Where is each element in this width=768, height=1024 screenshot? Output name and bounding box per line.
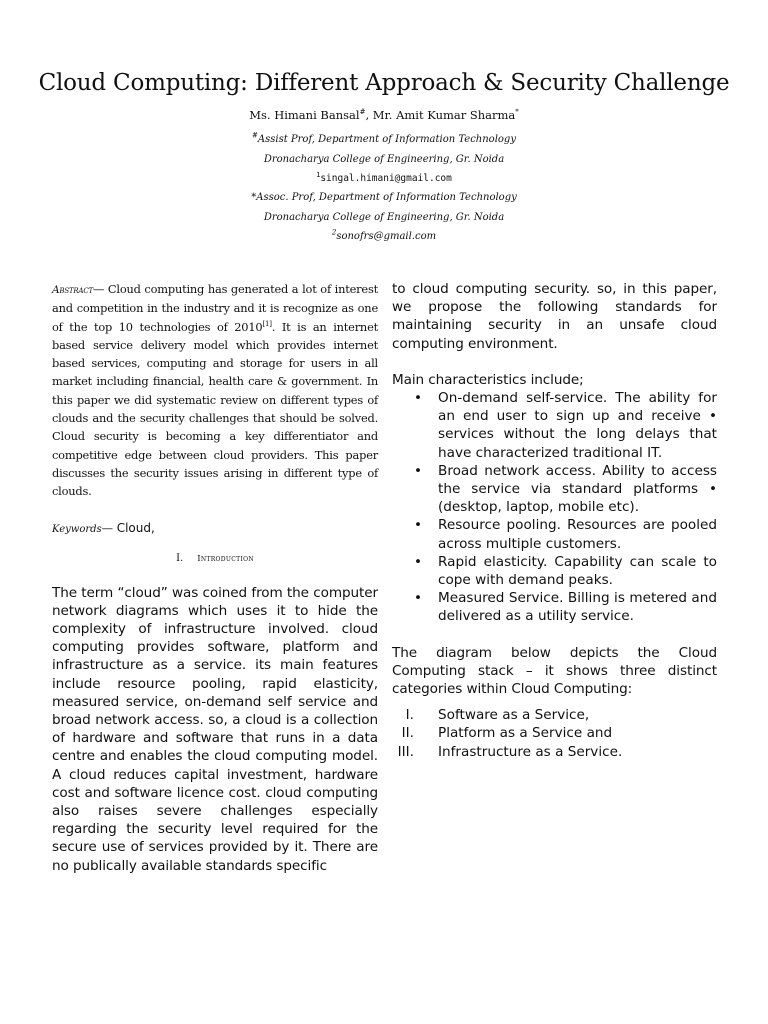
list-text: Software as a Service, [438,707,590,724]
list-item [392,553,717,589]
keywords-dash: — [101,520,117,535]
author-1: Ms. Himani Bansal [249,108,360,122]
list-number: I. [405,707,414,724]
bullet-icon: • [414,517,423,534]
list-item [392,706,717,724]
affiliation-2-mark: * [251,192,257,203]
author-block [0,108,768,246]
email-2-text: sonofrs@gmail.com [336,231,437,242]
abstract-ref: [1] [262,319,272,328]
affiliation-2-dept [0,188,768,208]
affiliation-1-mark: # [252,131,258,140]
list-item [392,724,717,742]
bullet-icon: • [414,462,423,479]
diagram-paragraph: The diagram below depicts the Cloud Computing stack – it shows three distinct categories within Cloud Computing: [392,644,717,698]
author-separator: , [365,108,373,122]
affiliation-1-dept-text: Assist Prof, Department of Information Technology [257,134,516,145]
bullet-text: Measured Service. Billing is metered and delivered as a utility service. [438,590,717,625]
email-1-text: singal.himani@gmail.com [320,173,452,184]
keywords [52,521,378,535]
abstract-label: Abstract [52,284,93,296]
right-column [392,280,717,761]
bullet-text: Broad network access. Ability to access the service via standard platforms • (desktop, laptop, mobile etc). [438,462,717,516]
bullet-icon: • [414,590,423,607]
continuation-paragraph: to cloud computing security. so, in this paper, we propose the following standards for maintaining security in an unsafe cloud computing environment. [392,281,717,352]
list-number: II. [401,725,414,742]
stack-list [392,706,717,761]
bullet-text: On-demand self-service. The ability for an end user to sign up and receive • services without the long delays that have characterized traditional IT. [438,390,717,461]
affiliation-2-email [0,228,768,246]
section-title: Introduction [197,553,254,564]
bullet-text: Resource pooling. Resources are pooled across multiple customers. [438,517,717,552]
keywords-value: Cloud, [116,520,155,535]
list-item [392,589,717,625]
abstract-dash: — [92,282,108,296]
affiliation-1-email [0,170,768,188]
abstract [52,280,378,501]
list-text: Platform as a Service and [438,725,613,742]
list-item [392,389,717,462]
email-1-mark: 1 [316,170,321,179]
bullet-icon: • [414,390,423,407]
list-item [392,743,717,761]
bullet-text: Rapid elasticity. Capability can scale to cope with demand peaks. [438,553,717,589]
email-2-mark: 2 [331,228,337,237]
keywords-label: Keywords [52,523,102,535]
paper-title: Cloud Computing: Different Approach & Security Challenge [38,70,730,96]
bullet-icon: • [414,553,423,570]
characteristics-intro: Main characteristics include; [392,371,584,388]
affiliation-2-college: Dronacharya College of Engineering, Gr. Noida [263,212,505,223]
list-item [392,516,717,552]
left-column [52,280,378,875]
author-1-mark: # [359,108,366,117]
affiliation-1-college: Dronacharya College of Engineering, Gr. Noida [263,154,505,165]
author-2-mark: * [515,108,519,117]
affiliation-1-dept [0,130,768,150]
section-number: I. [176,552,184,564]
list-item [392,462,717,517]
abstract-text-1: Cloud computing has generated a lot of interest and competition in the industry and it is recognize as one of the top 10 technologies of 2010 [52,282,378,334]
author-line [0,108,768,122]
affiliation-2-dept-text: Assoc. Prof, Department of Information Technology [256,192,517,203]
intro-paragraph: The term “cloud” was coined from the computer network diagrams which uses it to hide the complexity of infrastructure involved. cloud computing provides software, platform and infrastructure as a service. its main features include resource pooling, rapid elasticity, measured service, on-demand self service and broad network access. so, a cloud is a collection of hardware and software that runs in a data centre and enables the cloud computing model. A cloud reduces capital investment, hardware cost and software licence cost. cloud computing also raises severe challenges especially regarding the security level required for the secure use of services provided by it. There are no publically available standards specific [52,584,378,874]
abstract-text-2: . It is an internet based service delivery model which provides internet based services, computing and storage for users in all market including financial, health care & government. In this paper we did systematic review on different types of clouds and the security challenges that should be solved. Cloud security is becoming a key differentiator and competitive edge between cloud providers. This paper discusses the security issues arising in different type of clouds. [52,319,378,499]
characteristics-list [392,389,717,626]
author-2: Mr. Amit Kumar Sharma [372,108,516,122]
section-heading-introduction [52,553,378,564]
list-number: III. [397,743,414,760]
list-text: Infrastructure as a Service. [438,743,623,760]
